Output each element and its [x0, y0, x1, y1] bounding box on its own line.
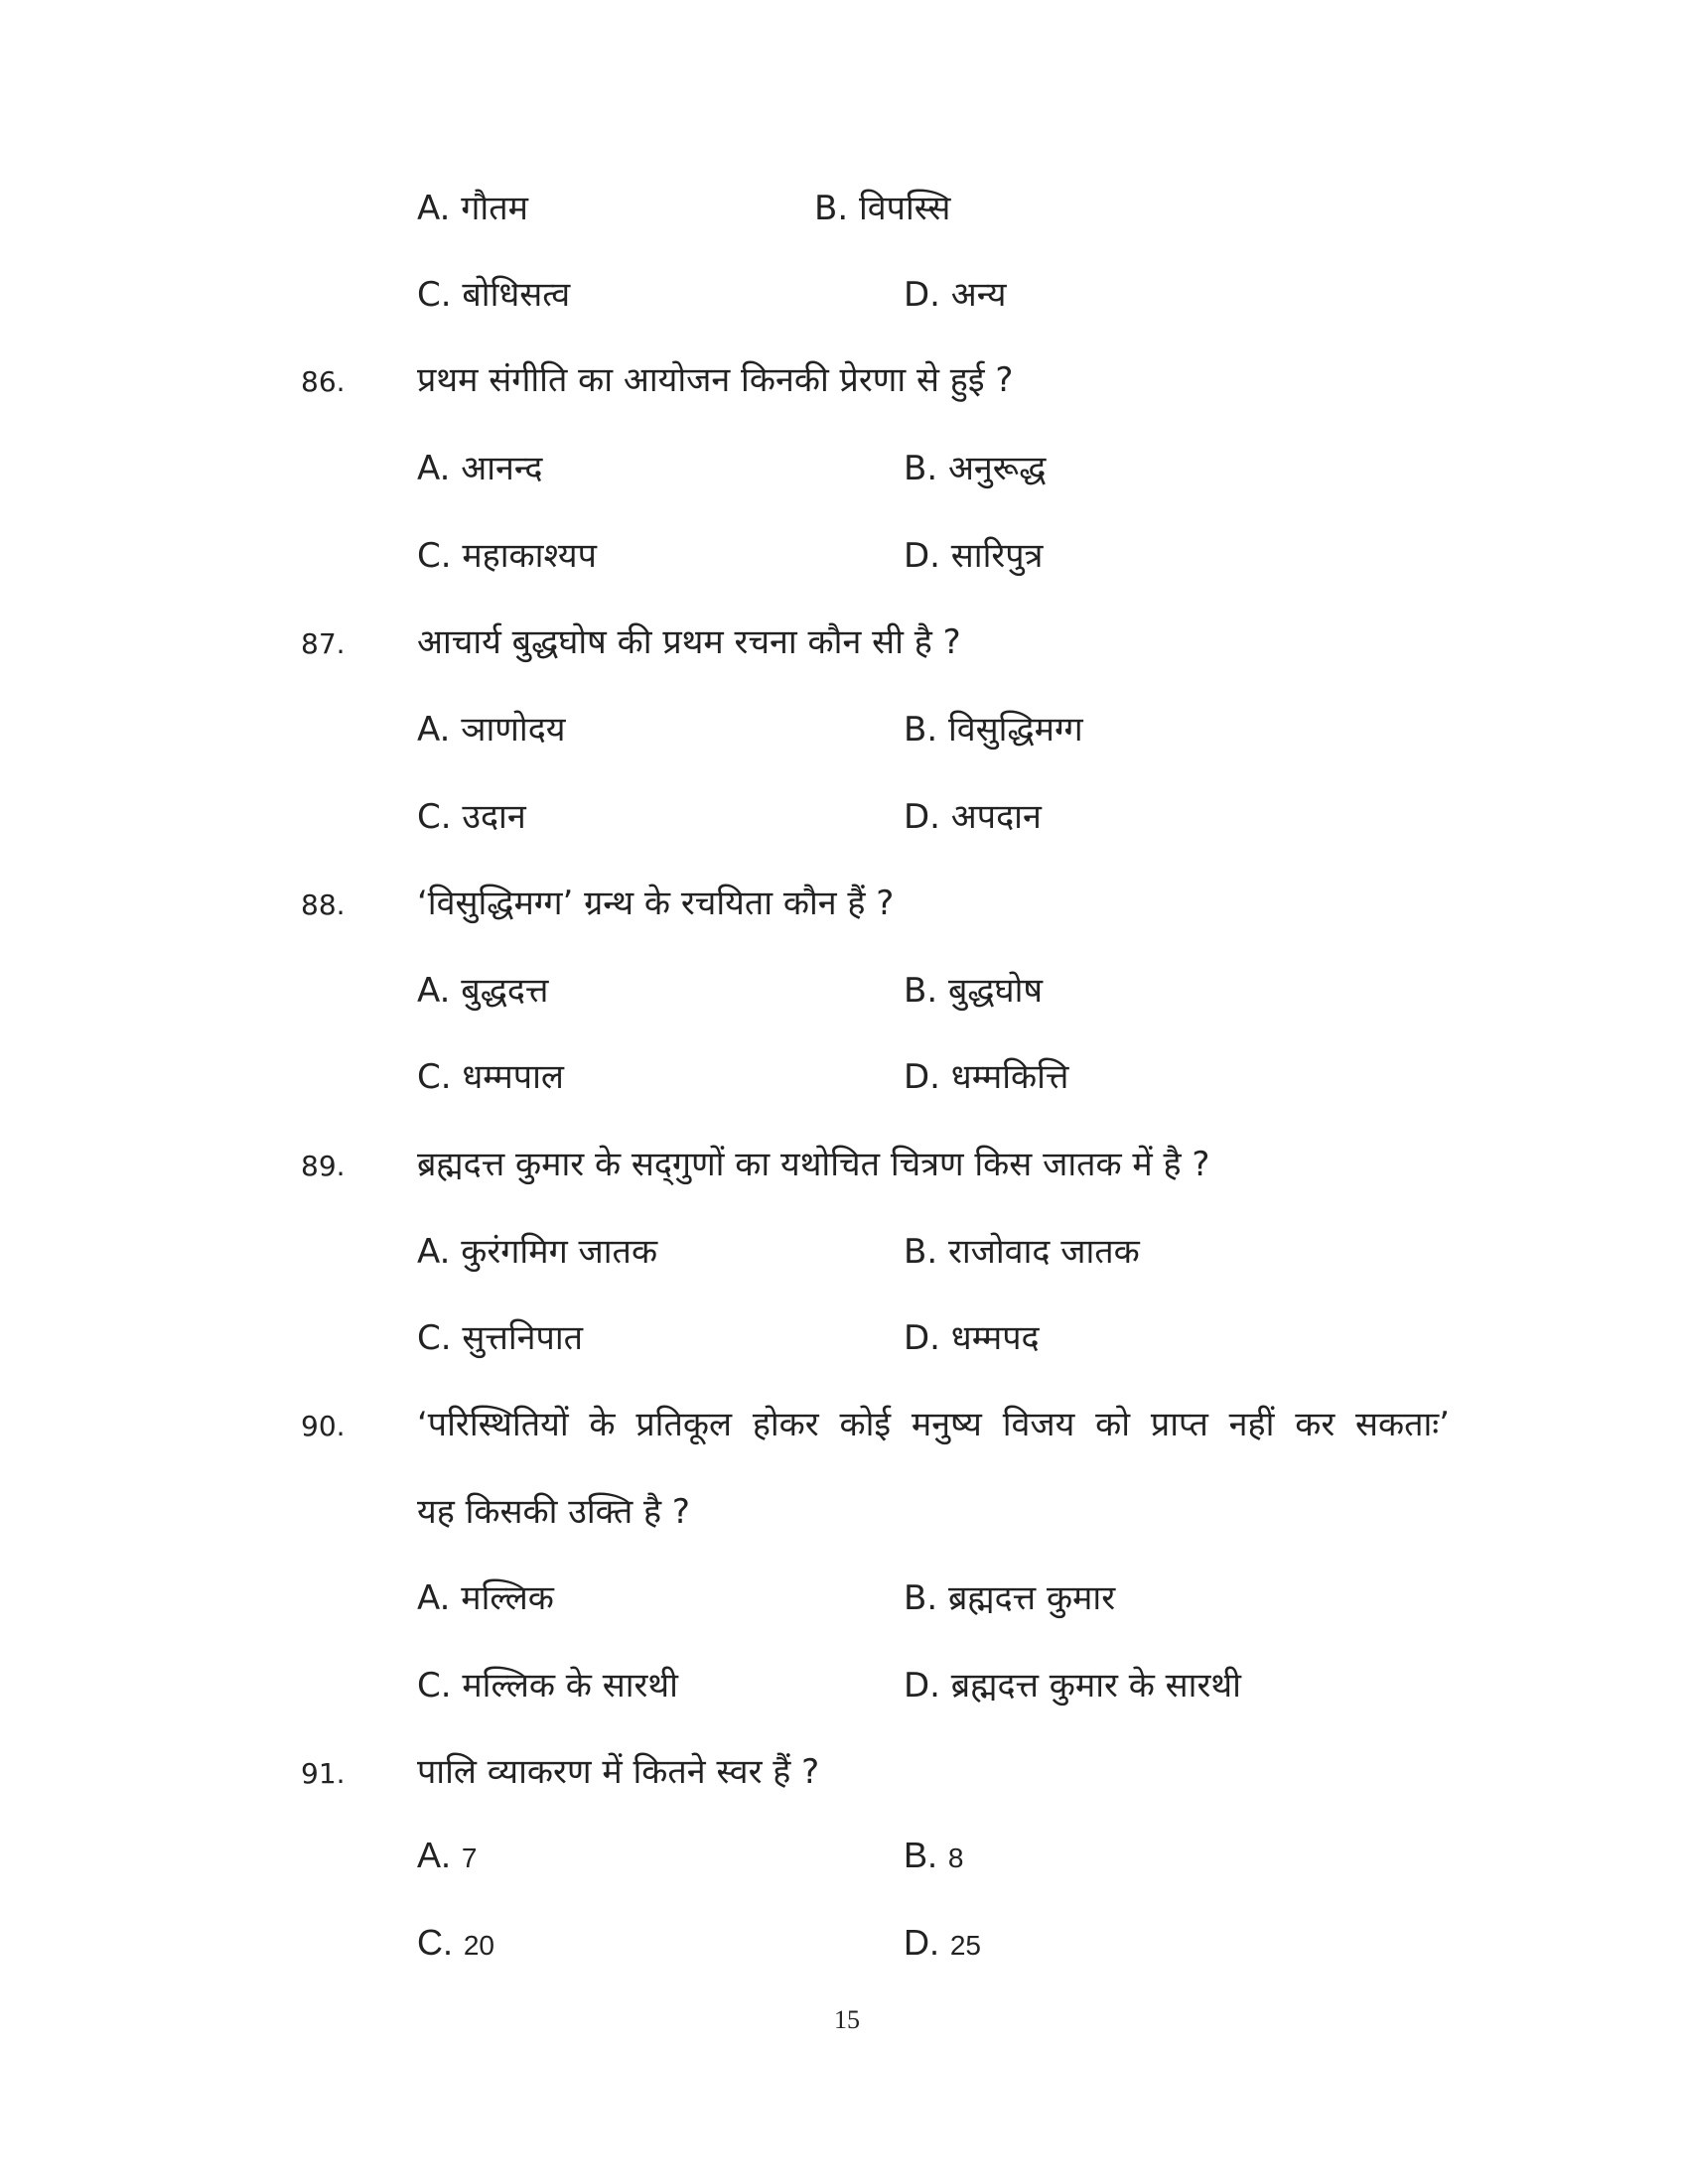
option-value: 20 [463, 1930, 494, 1961]
question-number: 89. [301, 1150, 346, 1182]
option-d: D. ब्रह्मदत्त कुमार के सारथी [904, 1666, 1241, 1706]
option-letter: B. [904, 1835, 938, 1875]
option-c: C. सुत्तनिपात [417, 1318, 584, 1358]
option-c: C. महाकाश्यप [417, 536, 597, 576]
option-c: C. धम्मपाल [417, 1057, 564, 1097]
option-a: A. गौतम [417, 189, 528, 228]
option-b: B. राजोवाद जातक [904, 1232, 1140, 1272]
question-number: 90. [301, 1410, 346, 1442]
option-d: D. धम्मकित्ति [904, 1057, 1069, 1097]
option-b: B. विपस्सि [814, 189, 951, 228]
option-letter: D. [904, 1922, 939, 1963]
question-text: प्रथम संगीति का आयोजन किनकी प्रेरणा से हुई ? [417, 360, 1014, 400]
question-number: 91. [301, 1757, 346, 1790]
question-text: ‘विसुद्धिमग्ग’ ग्रन्थ के रचयिता कौन हैं ? [417, 884, 895, 923]
question-text-continued: यह किसकी उक्ति है ? [417, 1492, 690, 1532]
option-a: A. ञाणोदय [417, 710, 566, 750]
option-a: A. बुद्धदत्त [417, 971, 549, 1011]
option-a: A. कुरंगमिग जातक [417, 1232, 658, 1272]
option-b: B. बुद्धघोष [904, 971, 1044, 1011]
question-number: 86. [301, 365, 346, 398]
option-value: 8 [947, 1843, 964, 1873]
page-number: 15 [834, 2005, 860, 2034]
option-d: D. सारिपुत्र [904, 536, 1044, 576]
question-text: ब्रह्मदत्त कुमार के सद्‌गुणों का यथोचित चित्रण किस जातक में है ? [417, 1145, 1210, 1184]
question-number: 87. [301, 627, 346, 660]
option-c: C. बोधिसत्व [417, 275, 571, 315]
option-d [904, 1922, 981, 1964]
question-text: आचार्य बुद्धघोष की प्रथम रचना कौन सी है ? [417, 622, 961, 662]
question-text: पालि व्याकरण में कितने स्वर हैं ? [417, 1752, 820, 1792]
option-value: 25 [949, 1930, 981, 1961]
option-a: A. आनन्द [417, 449, 543, 488]
option-letter: A. [417, 1835, 452, 1875]
option-b: B. ब्रह्मदत्त कुमार [904, 1578, 1116, 1618]
option-b [904, 1835, 963, 1876]
option-a [417, 1835, 477, 1876]
option-b: B. विसुद्धिमग्ग [904, 710, 1083, 750]
option-c [417, 1922, 494, 1964]
option-c: C. मल्लिक के सारथी [417, 1666, 678, 1706]
option-c: C. उदान [417, 797, 526, 837]
option-a: A. मल्लिक [417, 1578, 554, 1618]
option-d: D. अपदान [904, 797, 1042, 837]
option-letter: C. [417, 1922, 453, 1963]
option-value: 7 [461, 1843, 478, 1873]
option-b: B. अनुरूद्ध [904, 449, 1047, 488]
option-d: D. धम्मपद [904, 1318, 1040, 1358]
option-d: D. अन्य [904, 275, 1007, 315]
question-number: 88. [301, 888, 346, 921]
question-text: ‘परिस्थितियों के प्रतिकूल होकर कोई मनुष्य विजय को प्राप्त नहीं कर सकताः’ [417, 1405, 1450, 1444]
